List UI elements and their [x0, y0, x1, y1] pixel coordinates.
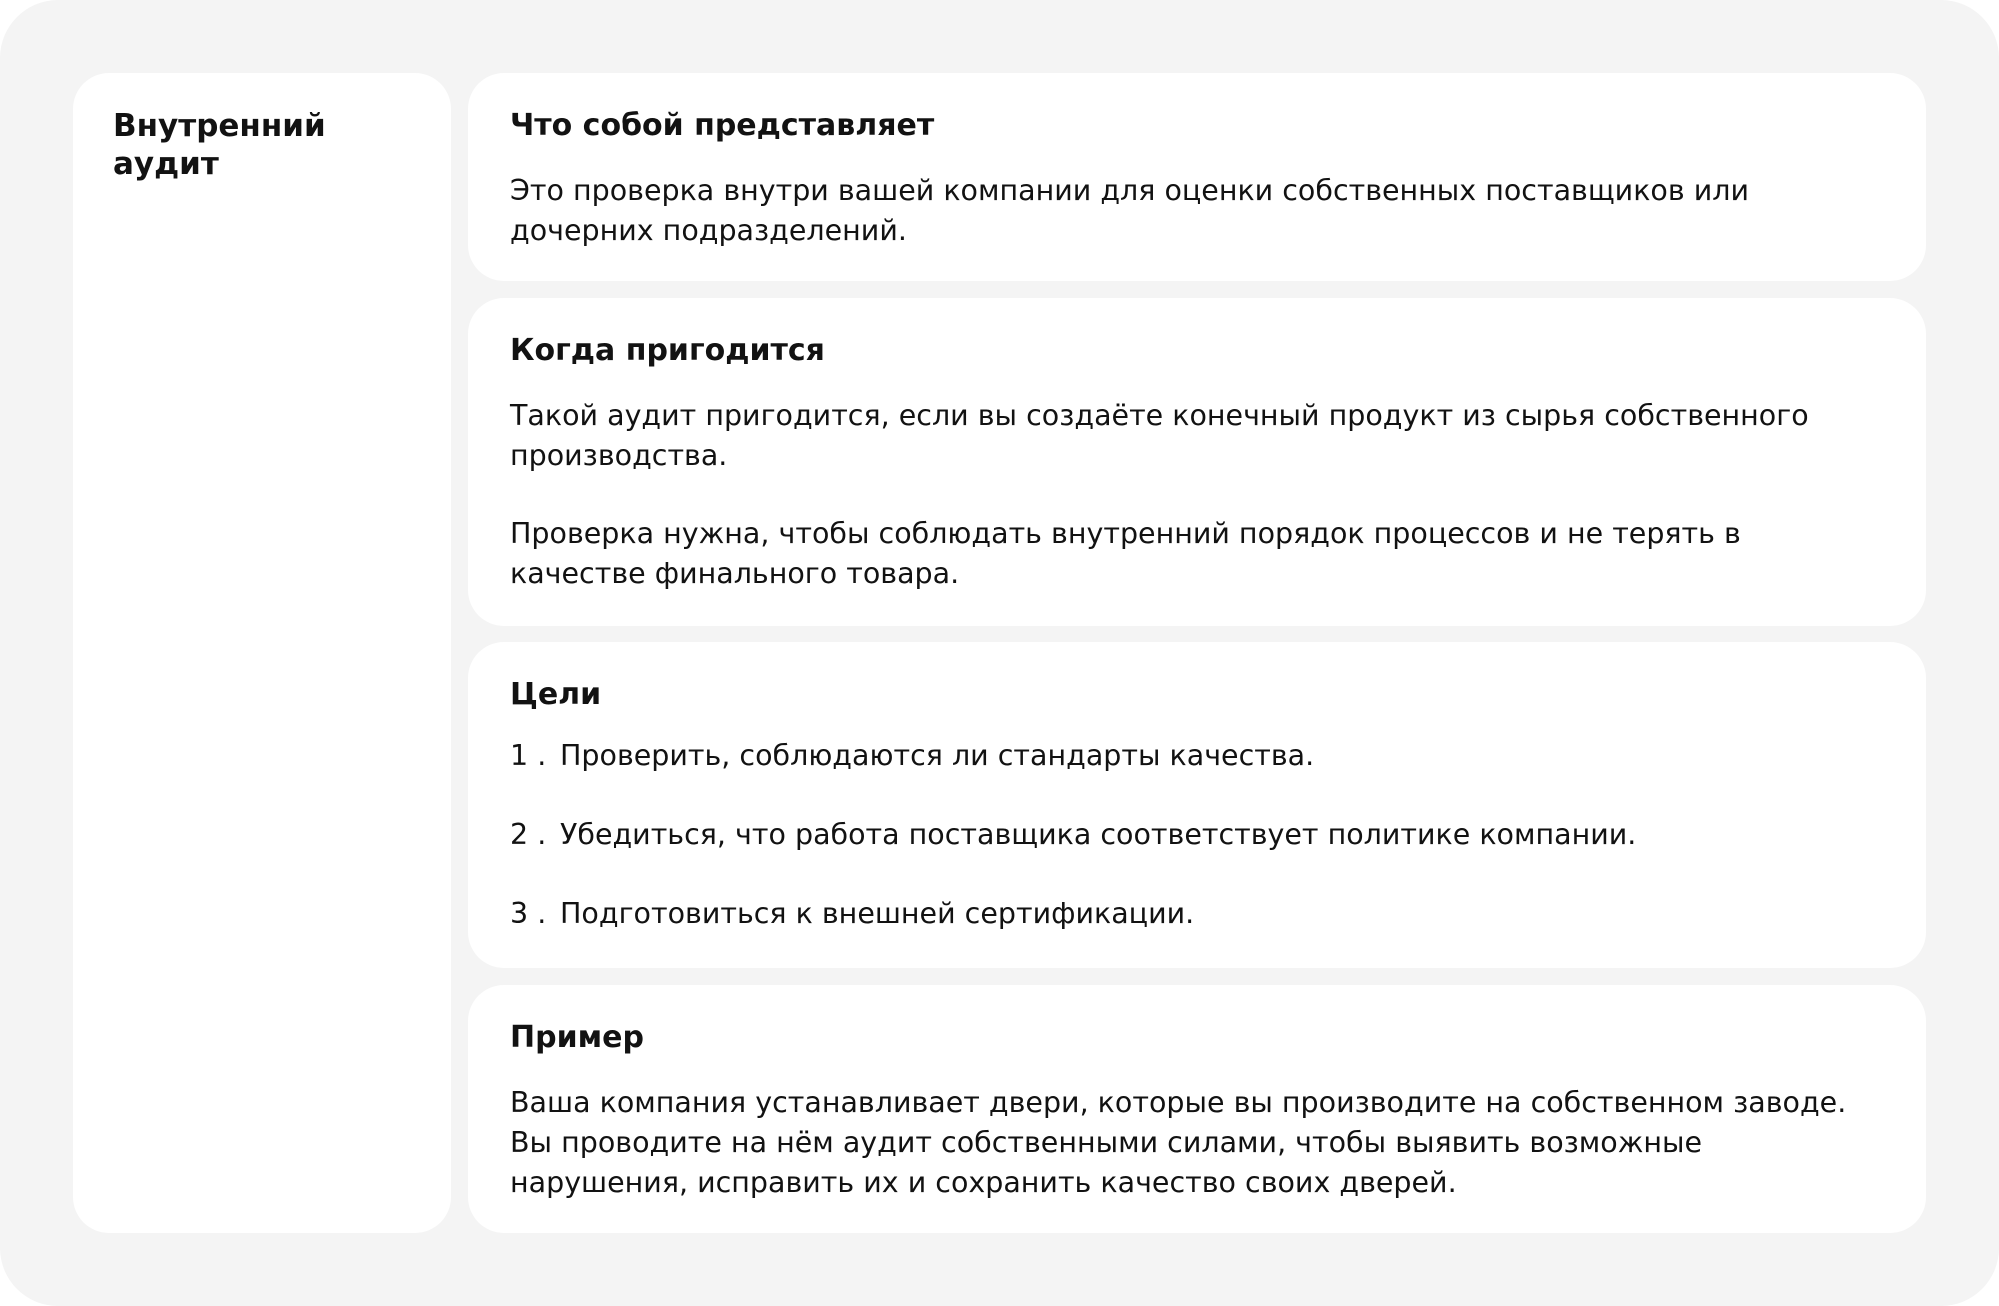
- goal-item: [510, 815, 1884, 855]
- goal-number: 3 .: [510, 897, 547, 930]
- goal-number: 1 .: [510, 739, 547, 772]
- goal-item: [510, 736, 1884, 776]
- goals-list: [510, 736, 1884, 934]
- goal-text: Подготовиться к внешней сертификации.: [560, 897, 1195, 930]
- goal-number: 2 .: [510, 818, 547, 851]
- card-what-it-is: [468, 73, 1926, 281]
- goal-item: [510, 894, 1884, 934]
- sidebar-panel: [73, 73, 451, 1233]
- card-goals: [468, 642, 1926, 968]
- card-when-useful: [468, 298, 1926, 626]
- card-when-useful-heading: Когда пригодится: [510, 333, 825, 368]
- card-what-it-is-text: Это проверка внутри вашей компании для оценки собственных поставщиков или дочерних подразделений.: [510, 174, 1749, 247]
- card-when-useful-paragraph-2: Проверка нужна, чтобы соблюдать внутренний порядок процессов и не терять в качестве финального товара.: [510, 517, 1741, 590]
- card-when-useful-paragraph-1: Такой аудит пригодится, если вы создаёте конечный продукт из сырья собственного производства.: [510, 399, 1809, 472]
- card-what-it-is-heading: Что собой представляет: [510, 108, 935, 143]
- goal-text: Убедиться, что работа поставщика соответствует политике компании.: [560, 818, 1637, 851]
- goal-text: Проверить, соблюдаются ли стандарты качества.: [560, 739, 1315, 772]
- card-goals-heading: Цели: [510, 677, 602, 712]
- sidebar-title: Внутренний аудит: [113, 108, 326, 182]
- card-example-heading: Пример: [510, 1020, 644, 1055]
- card-example: [468, 985, 1926, 1233]
- card-example-text: Ваша компания устанавливает двери, которые вы производите на собственном заводе. Вы проводите на нём аудит собственными силами, чтобы выявить возможные нарушения, исправить их и сохранить качество своих дверей.: [510, 1086, 1847, 1199]
